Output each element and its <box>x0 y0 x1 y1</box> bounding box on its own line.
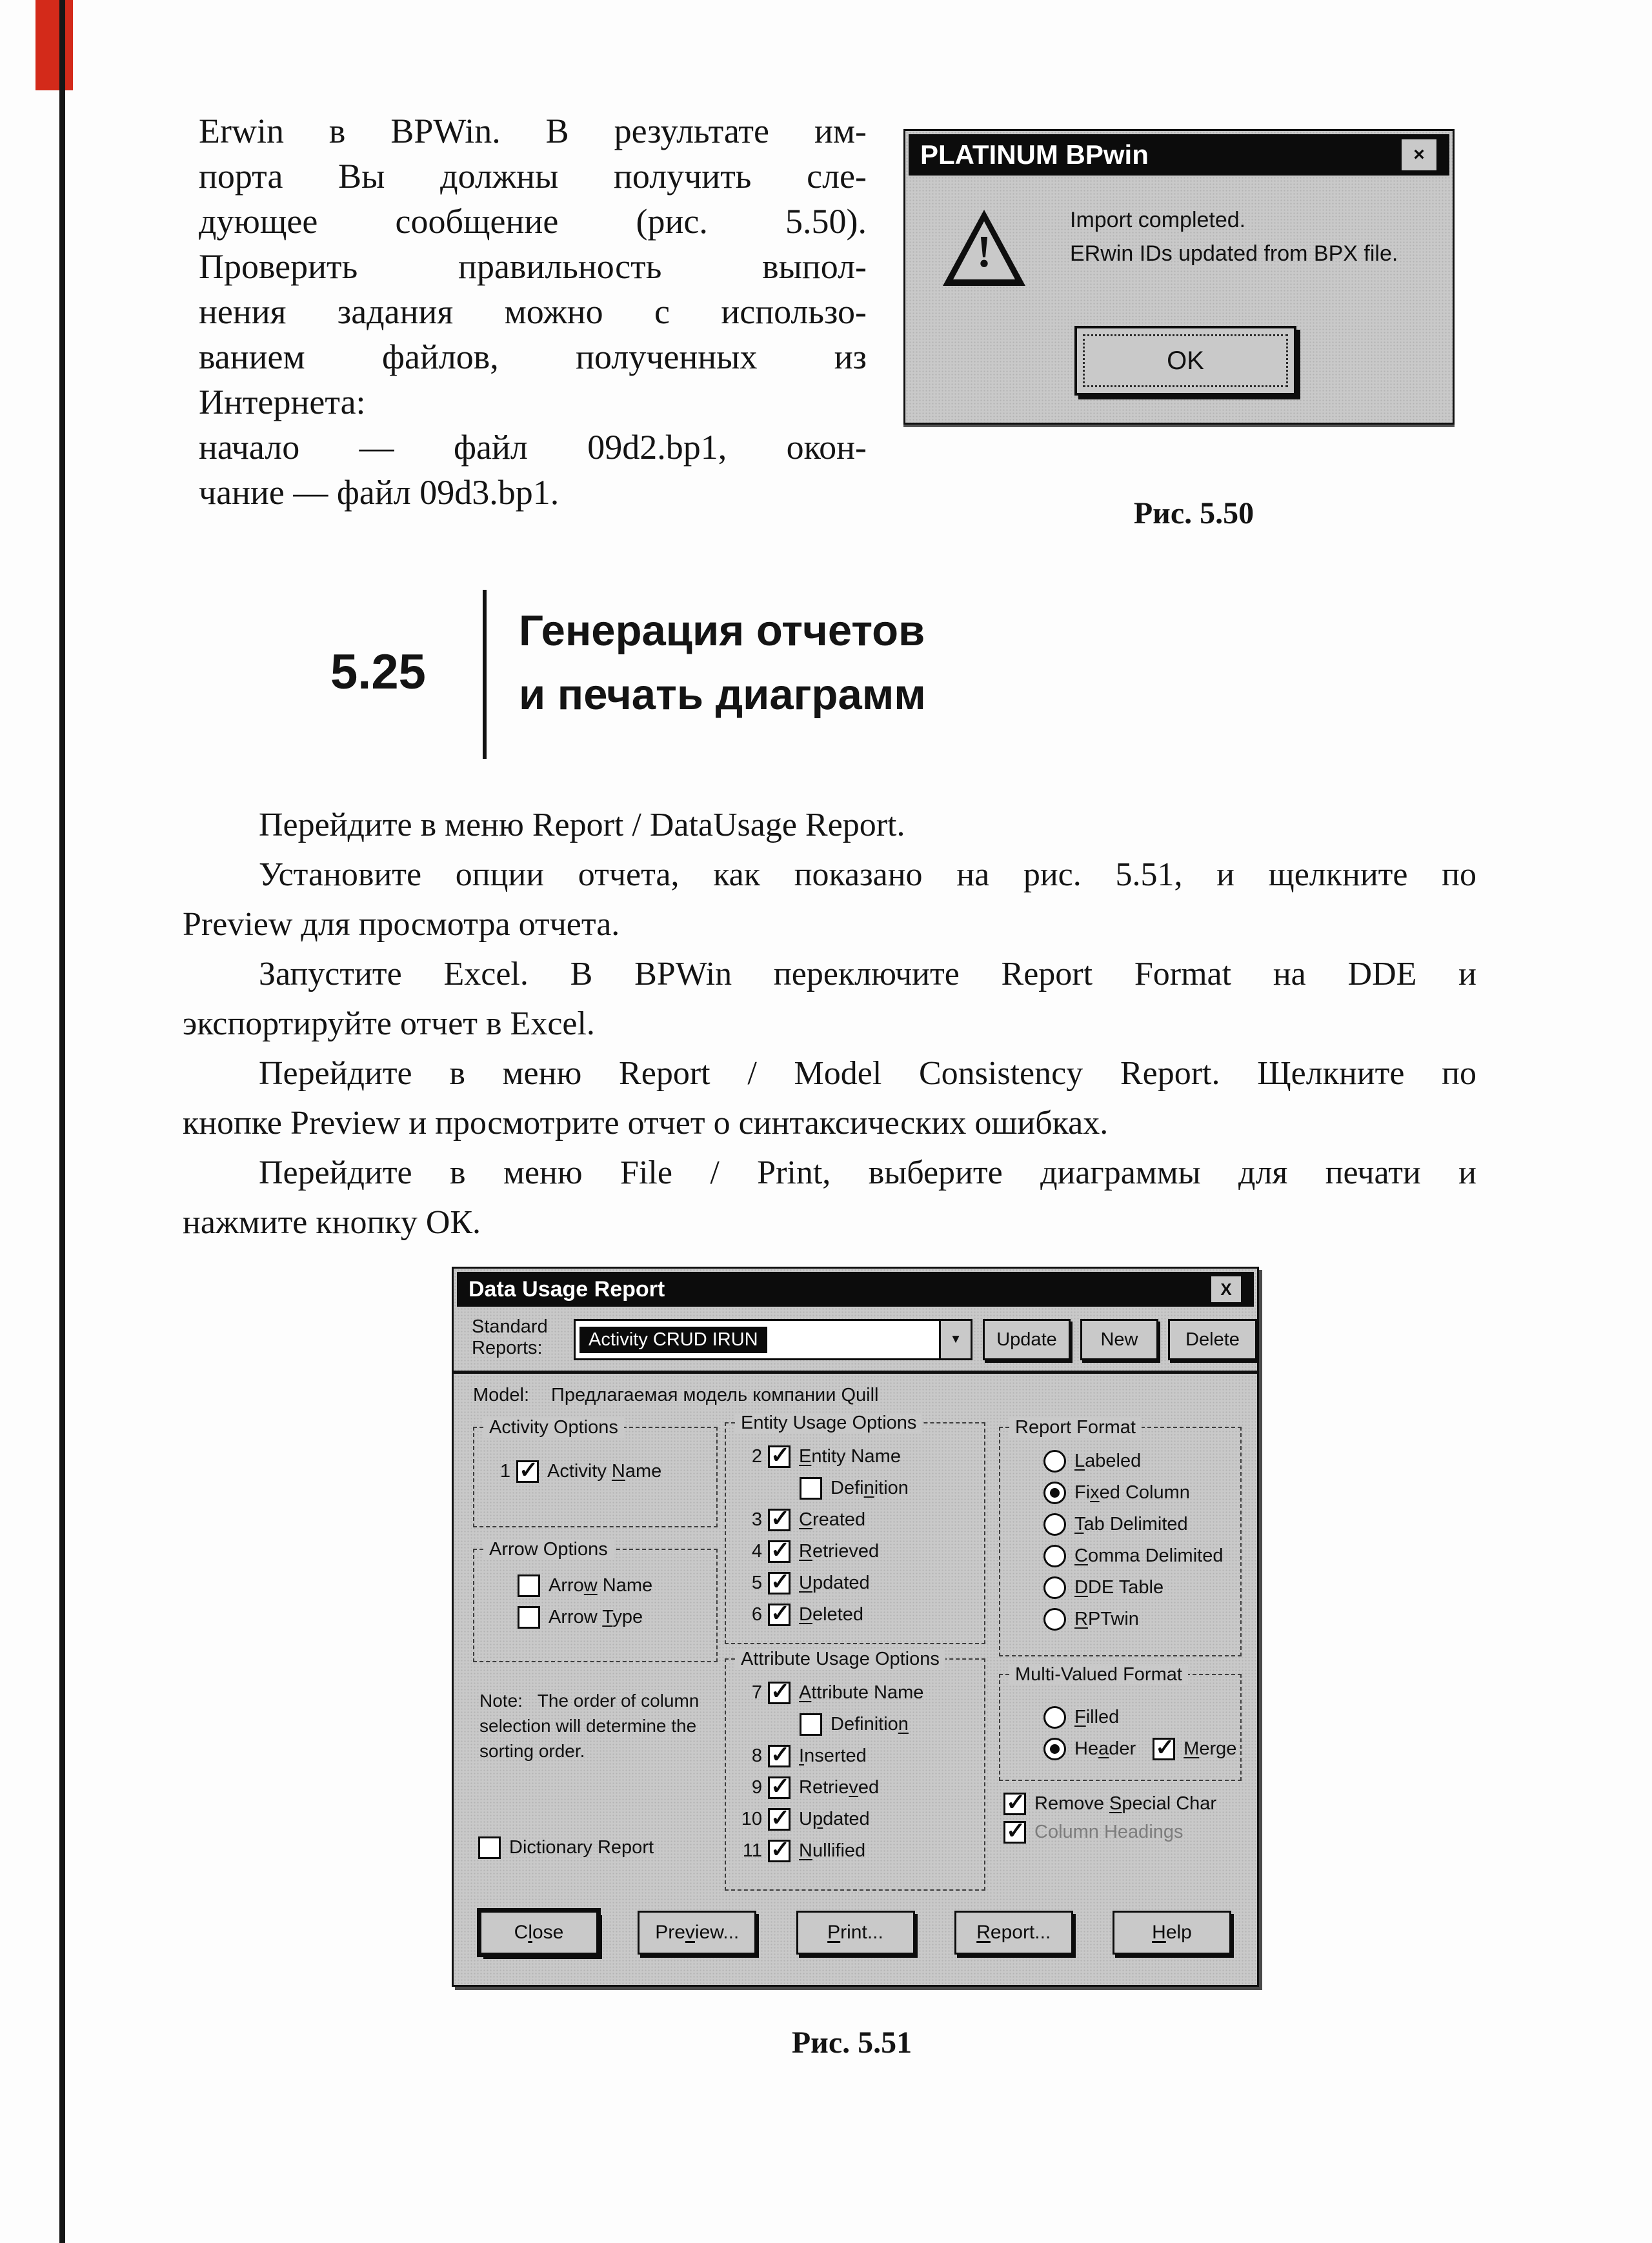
standard-reports-combobox[interactable] <box>574 1319 972 1360</box>
close-icon[interactable]: × <box>1400 138 1438 172</box>
bpwin-titlebar <box>909 134 1449 176</box>
checkbox-label: Merge <box>1184 1738 1237 1759</box>
section-number: 5.25 <box>330 645 426 699</box>
option-number: 7 <box>751 1682 762 1703</box>
bpwin-message-dialog <box>903 129 1455 425</box>
checkbox-label: Dictionary Report <box>509 1837 654 1858</box>
inserted-row <box>732 1745 979 1767</box>
header-row <box>1007 1738 1235 1760</box>
figure-50-caption: Рис. 5.50 <box>1133 496 1254 530</box>
rptwin-row <box>1007 1608 1235 1631</box>
dialog-bottom-buttons <box>479 1911 1231 1955</box>
bpwin-message-line1: Import completed. <box>1070 208 1246 232</box>
checkbox-label: Retrieved <box>799 1541 880 1562</box>
text-line: Preview для просмотра отчета. <box>183 906 620 943</box>
dur-title: Data Usage Report <box>468 1276 665 1302</box>
combobox-selected-value: Activity CRUD IRUN <box>579 1327 767 1353</box>
close-button[interactable]: C l ose <box>479 1911 598 1955</box>
new-button[interactable]: New <box>1080 1319 1158 1360</box>
tab-delimited-row <box>1007 1513 1235 1536</box>
dde-table-row <box>1007 1576 1235 1599</box>
radio-tab-delimited[interactable] <box>1043 1513 1066 1536</box>
update-button[interactable]: Update <box>983 1319 1071 1360</box>
text-line: ванием файлов, полученных из <box>199 337 867 376</box>
text-line: экспортируйте отчет в Excel. <box>183 1005 595 1042</box>
created-row <box>732 1509 979 1531</box>
radio-label: Fixed Column <box>1074 1482 1190 1503</box>
intro-paragraph <box>199 108 867 515</box>
option-number: 6 <box>751 1604 762 1625</box>
checkbox-attribute-name[interactable] <box>768 1682 791 1704</box>
text-line: начало — файл 09d2.bp1, окон- <box>199 428 867 467</box>
figure-51-caption: Рис. 5.51 <box>791 2026 912 2060</box>
section-title <box>519 599 926 727</box>
checkbox-label: Attribute Name <box>799 1682 924 1703</box>
dictionary-report-row <box>478 1836 654 1859</box>
remove-special-char-row <box>1003 1793 1216 1815</box>
checkbox-label: Arrow Name <box>549 1575 653 1596</box>
radio-labeled[interactable] <box>1043 1450 1066 1473</box>
checkbox-label: Activity Name <box>547 1461 662 1482</box>
column-headings-row <box>1003 1821 1216 1844</box>
option-number: 11 <box>742 1840 762 1861</box>
checkbox-created[interactable] <box>768 1509 791 1531</box>
preview-button[interactable]: Pre v iew... <box>638 1911 756 1955</box>
report-action-buttons <box>983 1319 1257 1360</box>
option-number: 3 <box>751 1509 762 1530</box>
checkbox-nullified[interactable] <box>768 1840 791 1862</box>
checkbox-label: Definition <box>831 1714 909 1735</box>
radio-dde-table[interactable] <box>1043 1576 1066 1599</box>
checkbox-label: Column Headings <box>1034 1822 1184 1842</box>
retrieved-row <box>732 1776 979 1799</box>
note-text: Note: The order of column selection will determine the sorting order. <box>479 1691 705 1761</box>
radio-label: DDE Table <box>1074 1577 1164 1598</box>
radio-filled[interactable] <box>1043 1706 1066 1729</box>
delete-button[interactable]: Delete <box>1168 1319 1257 1360</box>
updated-row <box>732 1572 979 1594</box>
chevron-down-icon[interactable]: ▼ <box>939 1321 971 1358</box>
checkbox-label: Nullified <box>799 1840 866 1861</box>
activity-options-group: Activity Options 1 ✓ Activity Name <box>473 1427 718 1527</box>
text-line: Перейдите в меню Report / Model Consistency Report. Щелкните по <box>259 1055 1476 1092</box>
radio-label: Labeled <box>1074 1451 1142 1471</box>
bpwin-title: PLATINUM BPwin <box>920 139 1149 170</box>
dictionary-report-row <box>478 1836 654 1868</box>
entity-name-row <box>732 1445 979 1468</box>
bpwin-message-line2: ERwin IDs updated from BPX file. <box>1070 241 1398 266</box>
ok-button[interactable]: OK <box>1074 326 1296 396</box>
checkbox-arrow-type[interactable] <box>518 1606 540 1629</box>
labeled-row <box>1007 1450 1235 1473</box>
dialog-separator <box>454 1371 1257 1374</box>
text-line: Интернета: <box>199 383 366 421</box>
checkbox-remove-special-char[interactable] <box>1003 1793 1026 1815</box>
checkbox-label: Updated <box>799 1573 870 1593</box>
body-paragraphs <box>183 800 1476 1247</box>
text-line: чание — файл 09d3.bp1. <box>199 473 559 512</box>
activity-name-row <box>481 1460 711 1483</box>
checkbox-label: Arrow Type <box>549 1607 643 1627</box>
updated-row <box>732 1808 979 1831</box>
checkbox-updated[interactable] <box>768 1808 791 1831</box>
model-label: Model: <box>473 1385 530 1405</box>
text-line: нения задания можно с использо- <box>199 292 867 331</box>
radio-label: Tab Delimited <box>1074 1514 1188 1534</box>
bpwin-message <box>1070 203 1398 270</box>
model-row <box>473 1385 879 1406</box>
text-line: порта Вы должны получить сле- <box>199 157 867 196</box>
checkbox-definition[interactable] <box>800 1477 822 1500</box>
arrow-type-row <box>481 1606 711 1629</box>
option-number: 1 <box>499 1461 510 1482</box>
warning-icon: ! <box>943 210 1025 286</box>
radio-header[interactable] <box>1043 1738 1066 1760</box>
section-divider <box>483 590 487 759</box>
checkbox-label: Deleted <box>799 1604 863 1625</box>
fixed-column-row <box>1007 1482 1235 1504</box>
checkbox-entity-name[interactable] <box>768 1445 791 1468</box>
checkbox-deleted[interactable] <box>768 1604 791 1626</box>
checkbox-column-headings[interactable] <box>1003 1821 1026 1844</box>
checkbox-label: Retrieved <box>799 1777 880 1798</box>
checkbox-definition[interactable] <box>800 1713 822 1736</box>
data-usage-report-dialog <box>452 1267 1259 1987</box>
checkbox-label: Updated <box>799 1809 870 1829</box>
text-line: Перейдите в меню Report / DataUsage Report. <box>259 807 905 843</box>
entity-usage-options-group: Entity Usage Options 2 ✓ Entity Name Definition 3 ✓ Created 4 ✓ Retrieved 5 ✓ Updated 6 ✓ Deleted <box>725 1422 985 1644</box>
attribute-name-row <box>732 1682 979 1704</box>
checkbox-updated[interactable] <box>768 1572 791 1594</box>
definition-row <box>732 1477 979 1500</box>
section-title-line2: и печать диаграмм <box>519 670 926 719</box>
report-format-group: Report Format Labeled Fixed Column Tab Delimited Comma Delimited DDE Table RPTwin <box>999 1427 1242 1656</box>
arrow-options-group: Arrow Options Arrow Name Arrow Type <box>473 1549 718 1662</box>
print-button[interactable]: P rint... <box>796 1911 915 1955</box>
definition-row <box>732 1713 979 1736</box>
option-number: 5 <box>751 1573 762 1593</box>
report-button[interactable]: R eport... <box>954 1911 1073 1955</box>
text-line: Перейдите в меню File / Print, выберите диаграммы для печати и <box>259 1154 1476 1191</box>
text-line: Erwin в BPWin. В результате им- <box>199 112 867 150</box>
radio-label: Filled <box>1074 1707 1120 1727</box>
text-line: Запустите Excel. В BPWin переключите Report Format на DDE и <box>259 956 1476 992</box>
radio-label: RPTwin <box>1074 1609 1139 1629</box>
standard-reports-label: Standard Reports: <box>472 1316 548 1358</box>
radio-label: Header <box>1074 1738 1136 1759</box>
retrieved-row <box>732 1540 979 1563</box>
text-line: нажмите кнопку ОК. <box>183 1204 481 1241</box>
text-line: Установите опции отчета, как показано на рис. 5.51, и щелкните по <box>259 856 1476 893</box>
checkbox-label: Remove Special Char <box>1034 1793 1217 1814</box>
checkbox-retrieved[interactable] <box>768 1540 791 1563</box>
extra-checkboxes <box>1003 1793 1216 1849</box>
model-value: Предлагаемая модель компании Quill <box>551 1385 879 1405</box>
radio-comma-delimited[interactable] <box>1043 1545 1066 1567</box>
option-number: 2 <box>751 1446 762 1467</box>
checkbox-label: Inserted <box>799 1745 867 1766</box>
checkbox-activity-name[interactable] <box>516 1460 539 1483</box>
page-left-rule <box>59 0 65 2243</box>
checkbox-inserted[interactable] <box>768 1745 791 1767</box>
checkbox-dictionary-report[interactable] <box>478 1836 501 1859</box>
text-line: дующее сообщение (рис. 5.50). <box>199 202 867 241</box>
checkbox-retrieved[interactable] <box>768 1776 791 1799</box>
arrow-name-row <box>481 1574 711 1597</box>
checkbox-label: Entity Name <box>799 1446 901 1467</box>
text-line: кнопке Preview и просмотрите отчет о синтаксических ошибках. <box>183 1105 1109 1142</box>
attribute-usage-options-group: Attribute Usage Options 7 ✓ Attribute Name Definition 8 ✓ Inserted 9 ✓ Retrieved 10 ✓ Updated 11 ✓ Nullified <box>725 1658 985 1891</box>
multi-valued-format-group: Multi-Valued Format Filled Header ✓ Merge <box>999 1674 1242 1781</box>
dur-titlebar <box>457 1272 1254 1307</box>
close-icon[interactable]: X <box>1210 1275 1242 1303</box>
radio-fixed-column[interactable] <box>1043 1482 1066 1504</box>
deleted-row <box>732 1604 979 1626</box>
filled-row <box>1007 1706 1235 1729</box>
checkbox-label: Created <box>799 1509 866 1530</box>
text-line: Проверить правильность выпол- <box>199 247 867 286</box>
checkbox-arrow-name[interactable] <box>518 1574 540 1597</box>
radio-label: Comma Delimited <box>1074 1545 1224 1566</box>
help-button[interactable]: H elp <box>1113 1911 1231 1955</box>
option-number: 8 <box>751 1745 762 1766</box>
section-title-line1: Генерация отчетов <box>519 607 925 655</box>
checkbox-merge[interactable] <box>1153 1738 1175 1760</box>
option-number: 4 <box>751 1541 762 1562</box>
checkbox-label: Definition <box>831 1478 909 1498</box>
option-number: 10 <box>741 1809 762 1829</box>
option-number: 9 <box>751 1777 762 1798</box>
radio-rptwin[interactable] <box>1043 1608 1066 1631</box>
nullified-row <box>732 1840 979 1862</box>
page-edge-mark <box>35 0 73 90</box>
comma-delimited-row <box>1007 1545 1235 1567</box>
